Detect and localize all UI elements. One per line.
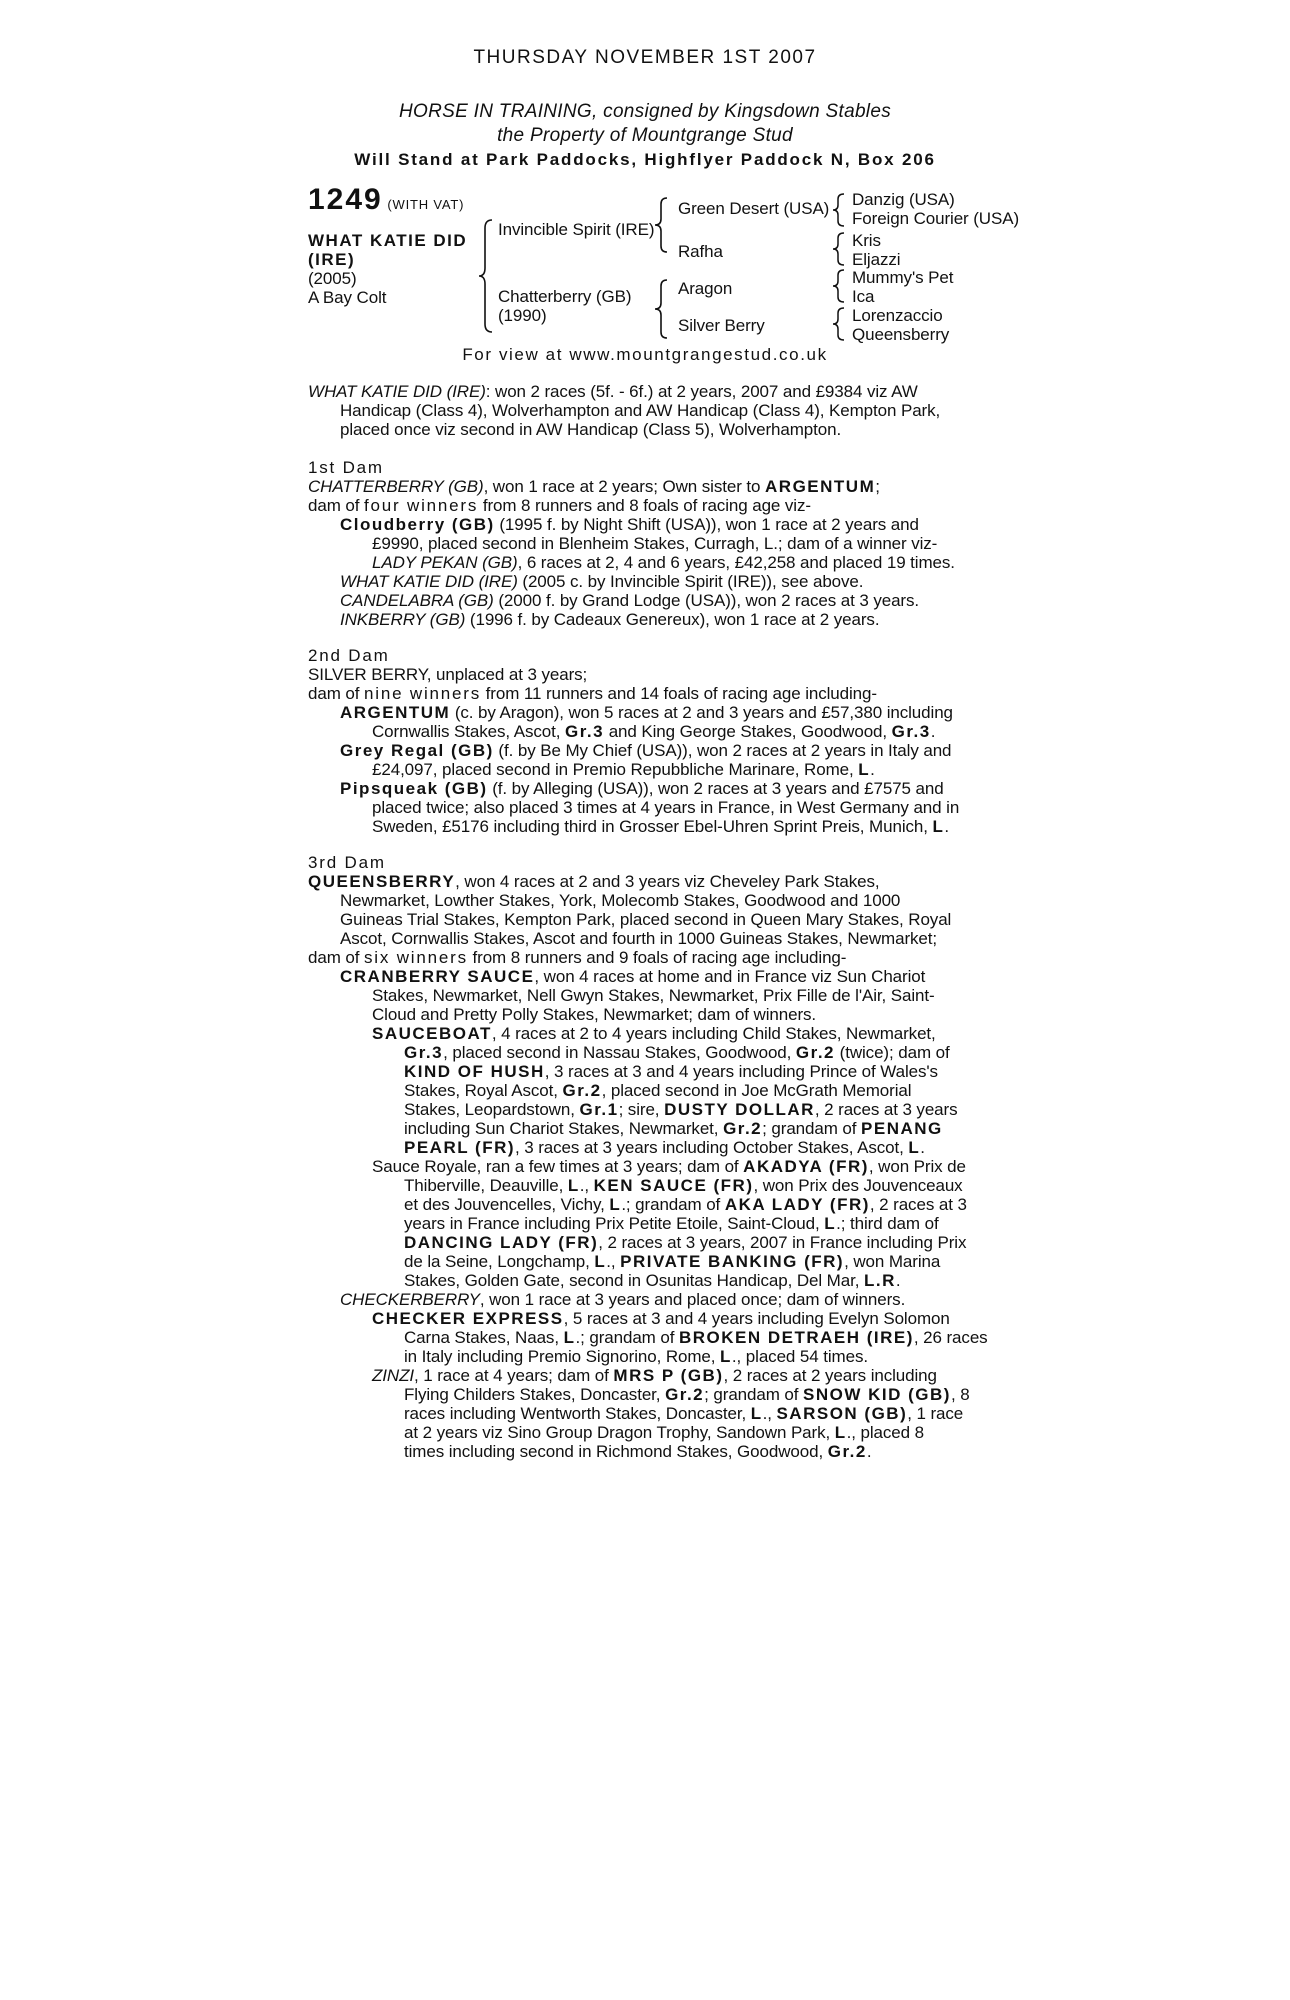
text-body-dam3-l6a: CRANBERRY SAUCE	[340, 967, 535, 986]
stand-location: Will Stand at Park Paddocks, Highflyer Paddock N, Box 206	[354, 150, 936, 169]
text-line	[308, 1024, 973, 1043]
text-body-dam3-l25c: .; grandam of	[575, 1328, 679, 1347]
text-body-dam3-l17e: , won Prix des Jouvenceaux	[753, 1176, 963, 1195]
text-line	[308, 684, 973, 703]
second-dam-section	[308, 646, 973, 836]
text-body-dam3-l21c: .,	[606, 1252, 621, 1271]
text-body-dam3-l19b: L	[824, 1214, 837, 1233]
pedigree-dam-year: (1990)	[498, 306, 547, 325]
pedigree-sire-sire: Green Desert (USA)	[678, 199, 830, 218]
text-body-dam3-l13d: DUSTY DOLLAR	[664, 1100, 815, 1119]
text-line	[308, 1328, 988, 1347]
text-body-dam1-l1c: ARGENTUM	[765, 477, 876, 496]
text-body-dam3-l14c: ; grandam of	[762, 1119, 862, 1138]
text-body-dam1-l1a: CHATTERBERRY (GB)	[308, 477, 484, 496]
pedigree-sds: Kris	[852, 231, 881, 250]
text-body-dam3-l18d: AKA LADY (FR)	[724, 1195, 870, 1214]
text-line	[308, 1214, 973, 1233]
text-body-dam3-l10d: (twice); dam of	[835, 1043, 950, 1062]
text-line	[308, 591, 973, 610]
text-body-dam3-l14a: including Sun Chariot Stakes, Newmarket,	[404, 1119, 724, 1138]
text-body-intro-l1a: WHAT KATIE DID (IRE)	[308, 382, 486, 401]
text-body-dam3-l24a: CHECKER EXPRESS	[372, 1309, 564, 1328]
text-body-dam1-l5b: , 6 races at 2, 4 and 6 years, £42,258 and placed 19 times.	[517, 553, 955, 572]
text-body-dam3-l23b: , won 1 race at 3 years and placed once; dam of winners.	[479, 1290, 906, 1309]
text-line	[308, 948, 973, 967]
text-body-dam2-l8: placed twice; also placed 3 times at 4 years in France, in West Germany and in	[372, 798, 960, 817]
text-line	[308, 1119, 973, 1138]
text-body-dam1-l2c: from 8 runners and 8 foals of racing age viz-	[478, 496, 811, 515]
text-body-dam1-l3a: Cloudberry (GB)	[340, 515, 495, 534]
text-body-dam1-l2b: four winners	[364, 496, 479, 515]
text-line	[308, 722, 973, 741]
text-body-dam3-l10a: Gr.3	[404, 1043, 444, 1062]
text-line	[308, 1290, 973, 1309]
text-body-dam3-l26b: L	[720, 1347, 732, 1366]
text-line	[308, 1062, 973, 1081]
text-line	[308, 515, 973, 534]
text-line	[308, 1404, 973, 1423]
text-line	[308, 703, 973, 722]
text-line	[308, 741, 973, 760]
text-line	[308, 872, 973, 891]
text-line	[308, 1252, 973, 1271]
text-body-dam3-l5c: from 8 runners and 9 foals of racing age including-	[467, 948, 847, 967]
text-body-dam3-l9a: SAUCEBOAT	[372, 1024, 492, 1043]
text-body-dam3-l21d: PRIVATE BANKING (FR)	[620, 1252, 845, 1271]
text-body-dam3-l30a: at 2 years viz Sino Group Dragon Trophy, Sandown Park,	[404, 1423, 835, 1442]
text-line	[308, 779, 973, 798]
text-body-dam3-l30b: L	[834, 1423, 847, 1442]
text-line	[308, 817, 973, 836]
text-body-dam3-l17b: L	[567, 1176, 580, 1195]
pedigree-bracket-ds	[832, 268, 846, 304]
text-line	[308, 1271, 973, 1290]
text-body-dam1-l5a: LADY PEKAN (GB)	[372, 553, 518, 572]
text-body-dam1-l3b: (1995 f. by Night Shift (USA)), won 1 race at 2 years and	[494, 515, 919, 534]
text-body-dam2-l7a: Pipsqueak (GB)	[340, 779, 488, 798]
text-body-dam3-l1a: QUEENSBERRY	[308, 872, 456, 891]
text-body-dam3-l26a: in Italy including Premio Signorino, Rome,	[404, 1347, 721, 1366]
text-line	[308, 760, 973, 779]
text-line	[308, 1195, 973, 1214]
text-body-dam2-l5b: (f. by Be My Chief (USA)), won 2 races at 2 years in Italy and	[493, 741, 952, 760]
text-body-dam3-l28b: Gr.2	[665, 1385, 705, 1404]
pedigree-dam-dam: Silver Berry	[678, 316, 765, 335]
text-body-dam3-l6b: , won 4 races at home and in France viz Sun Chariot	[534, 967, 926, 986]
text-body-dam3-l27b: , 1 race at 4 years; dam of	[414, 1366, 614, 1385]
section-heading: 3rd Dam	[308, 853, 386, 872]
text-body-dam3-l28d: SNOW KID (GB)	[803, 1385, 951, 1404]
text-body-dam3-l8: Cloud and Pretty Polly Stakes, Newmarket; dam of winners.	[372, 1005, 817, 1024]
horse-name: WHAT KATIE DID	[308, 231, 468, 250]
text-body-dam2-l4a: Cornwallis Stakes, Ascot,	[372, 722, 565, 741]
text-body-dam2-l4e: .	[930, 722, 936, 741]
text-body-dam2-l6a: £24,097, placed second in Premio Repubbliche Marinare, Rome,	[372, 760, 859, 779]
text-body-dam2-l9b: L	[932, 817, 945, 836]
pedigree-dsd: Ica	[852, 287, 875, 306]
text-body-dam3-l26c: ., placed 54 times.	[731, 1347, 868, 1366]
text-body-dam3-l22a: Stakes, Golden Gate, second in Osunitas Handicap, Del Mar,	[404, 1271, 864, 1290]
text-body-dam3-l16a: Sauce Royale, ran a few times at 3 years; dam of	[372, 1157, 744, 1176]
text-body-dam2-l5a: Grey Regal (GB)	[340, 741, 494, 760]
lot-number: 1249	[308, 183, 383, 216]
text-body-dam3-l19c: .; third dam of	[836, 1214, 939, 1233]
text-body-dam3-l21b: L	[594, 1252, 607, 1271]
text-body-dam3-l4: Ascot, Cornwallis Stakes, Ascot and fourth in 1000 Guineas Stakes, Newmarket;	[340, 929, 938, 948]
text-body-dam1-l8b: (1996 f. by Cadeaux Genereux), won 1 race at 2 years.	[465, 610, 880, 629]
text-body-dam2-l9c: .	[944, 817, 950, 836]
text-body-dam3-l30c: ., placed 8	[846, 1423, 924, 1442]
text-body-dam2-l4c: and King George Stakes, Goodwood,	[604, 722, 892, 741]
foaling-year: (2005)	[308, 269, 357, 288]
pedigree-sire: Invincible Spirit (IRE)	[498, 220, 655, 239]
lot-number-row	[308, 183, 465, 216]
text-body-dam3-l11b: , 3 races at 3 and 4 years including Prince of Wales's	[544, 1062, 938, 1081]
text-body-dam3-l15b: , 3 races at 3 years including October Stakes, Ascot,	[515, 1138, 909, 1157]
text-body-dam3-l5a: dam of	[308, 948, 364, 967]
pedigree-bracket-dam	[654, 278, 670, 340]
text-body-dam3-l25b: L	[563, 1328, 576, 1347]
text-body-dam2-l6c: .	[870, 760, 875, 779]
text-body-dam1-l2a: dam of	[308, 496, 364, 515]
first-dam-section	[308, 458, 973, 629]
text-body-intro-l1b: : won 2 races (5f. - 6f.) at 2 years, 2007 and £9384 viz AW	[485, 382, 918, 401]
text-line	[308, 1176, 973, 1195]
section-heading: 2nd Dam	[308, 646, 390, 665]
text-body-dam3-l23a: CHECKERBERRY	[340, 1290, 480, 1309]
text-body-dam3-l12a: Stakes, Royal Ascot,	[404, 1081, 563, 1100]
text-line	[308, 1442, 973, 1461]
text-body-dam3-l14b: Gr.2	[723, 1119, 763, 1138]
text-line	[308, 553, 973, 572]
pedigree-bracket-sd	[832, 231, 846, 267]
text-body-dam3-l10c: Gr.2	[795, 1043, 836, 1062]
text-line	[308, 1423, 973, 1442]
text-body-dam2-l3b: (c. by Aragon), won 5 races at 2 and 3 years and £57,380 including	[450, 703, 953, 722]
intro-section	[308, 382, 973, 439]
text-body-dam3-l2: Newmarket, Lowther Stakes, York, Molecomb Stakes, Goodwood and 1000	[340, 891, 901, 910]
text-body-dam3-l17a: Thiberville, Deauville,	[404, 1176, 568, 1195]
pedigree-bracket-ss	[832, 192, 846, 228]
sale-date: THURSDAY NOVEMBER 1ST 2007	[473, 47, 817, 68]
pedigree-dds: Lorenzaccio	[852, 306, 943, 325]
consignment-line: HORSE IN TRAINING, consigned by Kingsdown Stables	[398, 101, 891, 122]
text-body-dam3-l13c: ; sire,	[618, 1100, 665, 1119]
horse-suffix: (IRE)	[308, 250, 356, 269]
text-body-dam1-l8a: INKBERRY (GB)	[340, 610, 466, 629]
text-line	[308, 1233, 973, 1252]
pedigree-dam-sire: Aragon	[678, 279, 733, 298]
text-body-dam3-l10b: , placed second in Nassau Stakes, Goodwood,	[443, 1043, 796, 1062]
text-body-dam3-l20b: , 2 races at 3 years, 2007 in France including Prix	[598, 1233, 967, 1252]
text-body-dam1-l1d: ;	[875, 477, 880, 496]
text-body-dam3-l29c: .,	[762, 1404, 777, 1423]
pedigree-sdd: Eljazzi	[852, 250, 901, 269]
text-body-dam3-l28c: ; grandam of	[704, 1385, 804, 1404]
text-line	[308, 1100, 973, 1119]
text-body-dam1-l6b: (2005 c. by Invincible Spirit (IRE)), see above.	[517, 572, 864, 591]
text-body-dam3-l29d: SARSON (GB)	[776, 1404, 908, 1423]
text-body-dam3-l21e: , won Marina	[844, 1252, 941, 1271]
text-body-dam3-l1b: , won 4 races at 2 and 3 years viz Cheveley Park Stakes,	[455, 872, 880, 891]
text-body-dam3-l27c: MRS P (GB)	[613, 1366, 724, 1385]
text-body-dam3-l27d: , 2 races at 2 years including	[723, 1366, 937, 1385]
pedigree-ddd: Queensberry	[852, 325, 950, 344]
pedigree-sss: Danzig (USA)	[852, 190, 955, 209]
text-body-dam3-l12b: Gr.2	[562, 1081, 602, 1100]
text-body-dam3-l24b: , 5 races at 3 and 4 years including Evelyn Solomon	[563, 1309, 950, 1328]
horse-description: A Bay Colt	[308, 288, 387, 307]
text-body-dam3-l18c: .; grandam of	[621, 1195, 725, 1214]
text-body-dam3-l28e: , 8	[950, 1385, 970, 1404]
text-body-dam3-l25d: BROKEN DETRAEH (IRE)	[678, 1328, 914, 1347]
pedigree-dam: Chatterberry (GB)	[498, 287, 632, 306]
text-body-dam3-l15a: PEARL (FR)	[404, 1138, 516, 1157]
text-body-dam3-l25e: , 26 races	[913, 1328, 988, 1347]
pedigree-dss: Mummy's Pet	[852, 268, 954, 287]
text-body-dam3-l7: Stakes, Newmarket, Nell Gwyn Stakes, Newmarket, Prix Fille de l'Air, Saint-	[372, 986, 935, 1005]
text-body-dam3-l18b: L	[609, 1195, 622, 1214]
text-body-dam3-l20a: DANCING LADY (FR)	[404, 1233, 599, 1252]
text-body-intro-l3: placed once viz second in AW Handicap (Class 5), Wolverhampton.	[340, 420, 842, 439]
section-heading: 1st Dam	[308, 458, 384, 477]
text-body-dam3-l14d: PENANG	[861, 1119, 943, 1138]
text-body-dam3-l21a: de la Seine, Longchamp,	[404, 1252, 595, 1271]
text-line	[308, 382, 973, 401]
vat-note: (WITH VAT)	[387, 197, 465, 212]
text-body-dam3-l29e: , 1 race	[907, 1404, 964, 1423]
text-body-dam3-l22c: .	[895, 1271, 901, 1290]
text-body-dam2-l7b: (f. by Alleging (USA)), won 2 races at 3 years and £7575 and	[487, 779, 944, 798]
pedigree-sire-dam: Rafha	[678, 242, 723, 261]
text-body-dam3-l19a: years in France including Prix Petite Etoile, Saint-Cloud,	[404, 1214, 825, 1233]
text-body-dam2-l4d: Gr.3	[891, 722, 931, 741]
text-body-dam3-l17c: .,	[579, 1176, 594, 1195]
text-body-dam2-l2c: from 11 runners and 14 foals of racing age including-	[481, 684, 877, 703]
text-body-dam3-l13e: , 2 races at 3 years	[814, 1100, 958, 1119]
text-body-intro-l2: Handicap (Class 4), Wolverhampton and AW Handicap (Class 4), Kempton Park,	[340, 401, 941, 420]
text-body-dam1-l1b: , won 1 race at 2 years; Own sister to	[483, 477, 766, 496]
text-body-dam3-l3: Guineas Trial Stakes, Kempton Park, placed second in Queen Mary Stakes, Royal	[340, 910, 952, 929]
text-line	[308, 1157, 973, 1176]
text-body-dam3-l18a: et des Jouvencelles, Vichy,	[404, 1195, 610, 1214]
pedigree-bracket-sire	[654, 196, 670, 254]
text-line	[308, 967, 973, 986]
text-line	[308, 477, 973, 496]
text-line	[308, 1366, 973, 1385]
text-body-dam2-l2b: nine winners	[364, 684, 482, 703]
text-body-dam3-l11a: KIND OF HUSH	[404, 1062, 545, 1081]
text-body-dam3-l15d: .	[920, 1138, 925, 1157]
text-body-dam3-l13a: Stakes, Leopardstown,	[404, 1100, 580, 1119]
text-body-dam1-l4: £9990, placed second in Blenheim Stakes, Curragh, L.; dam of a winner viz-	[372, 534, 938, 553]
text-body-dam2-l3a: ARGENTUM	[340, 703, 451, 722]
text-body-dam2-l6b: L	[858, 760, 871, 779]
third-dam-section	[308, 853, 988, 1461]
text-body-dam3-l18e: , 2 races at 3	[869, 1195, 967, 1214]
text-body-dam3-l5b: six winners	[364, 948, 468, 967]
text-body-dam3-l16b: AKADYA (FR)	[743, 1157, 869, 1176]
text-body-dam3-l27a: ZINZI	[372, 1366, 414, 1385]
text-line	[308, 1385, 973, 1404]
text-body-dam3-l17d: KEN SAUCE (FR)	[593, 1176, 754, 1195]
text-body-dam2-l1: SILVER BERRY, unplaced at 3 years;	[308, 665, 588, 684]
text-line	[308, 1043, 973, 1062]
text-body-dam3-l28a: Flying Childers Stakes, Doncaster,	[404, 1385, 666, 1404]
text-line	[308, 1347, 973, 1366]
text-body-dam1-l7b: (2000 f. by Grand Lodge (USA)), won 2 races at 3 years.	[493, 591, 920, 610]
text-body-dam3-l31a: times including second in Richmond Stakes, Goodwood,	[404, 1442, 828, 1461]
text-body-dam1-l6a: WHAT KATIE DID (IRE)	[340, 572, 518, 591]
text-body-dam2-l4b: Gr.3	[564, 722, 605, 741]
text-line	[308, 572, 973, 591]
text-body-dam3-l31c: .	[866, 1442, 872, 1461]
text-body-dam2-l2a: dam of	[308, 684, 364, 703]
text-body-dam3-l13b: Gr.1	[579, 1100, 619, 1119]
pedigree-ssd: Foreign Courier (USA)	[852, 209, 1020, 228]
text-line	[308, 1081, 973, 1100]
text-body-dam3-l16c: , won Prix de	[868, 1157, 966, 1176]
text-body-dam3-l22b: L.R	[863, 1271, 896, 1290]
text-line	[308, 610, 973, 629]
text-body-dam3-l29b: L	[750, 1404, 763, 1423]
text-body-dam3-l31b: Gr.2	[827, 1442, 867, 1461]
text-body-dam3-l15c: L	[908, 1138, 921, 1157]
pedigree-bracket-main	[478, 218, 494, 334]
text-body-dam3-l9b: , 4 races at 2 to 4 years including Child Stakes, Newmarket,	[491, 1024, 936, 1043]
text-line	[308, 1138, 973, 1157]
property-line: the Property of Mountgrange Stud	[497, 125, 793, 146]
text-body-dam1-l7a: CANDELABRA (GB)	[340, 591, 494, 610]
website-line: For view at www.mountgrangestud.co.uk	[462, 345, 828, 364]
pedigree-bracket-dd	[832, 306, 846, 342]
text-body-dam3-l25a: Carna Stakes, Naas,	[404, 1328, 564, 1347]
text-body-dam3-l29a: races including Wentworth Stakes, Doncaster,	[404, 1404, 751, 1423]
text-body-dam2-l9a: Sweden, £5176 including third in Grosser Ebel-Uhren Sprint Preis, Munich,	[372, 817, 933, 836]
text-body-dam3-l12c: , placed second in Joe McGrath Memorial	[601, 1081, 912, 1100]
text-line	[308, 496, 973, 515]
text-line	[308, 1309, 973, 1328]
